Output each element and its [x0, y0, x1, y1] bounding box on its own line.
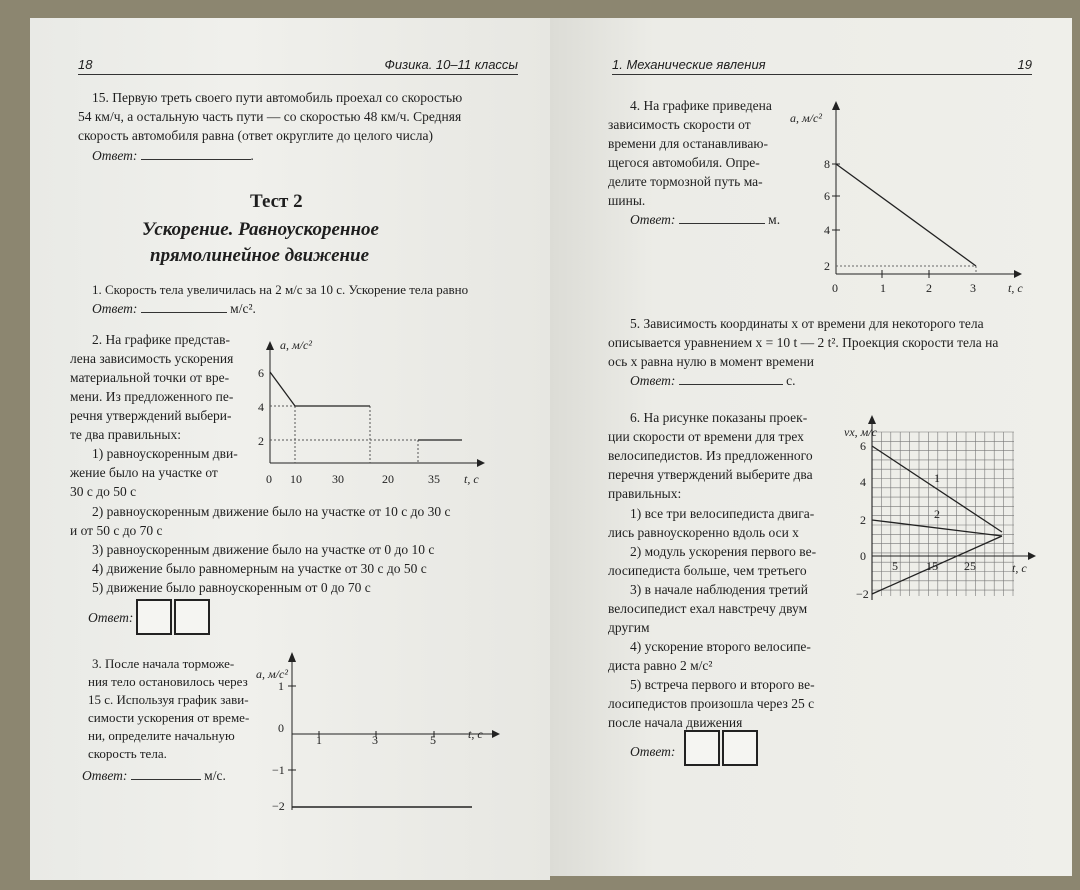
answer-unit: с.: [786, 373, 796, 388]
q3-line-3: 15 с. Используя график зави-: [88, 692, 249, 707]
q6-line-1: 6. На рисунке показаны проек-: [630, 410, 808, 425]
q6-line-5: правильных:: [608, 486, 682, 501]
left-page: [30, 18, 550, 880]
answer-unit: м/с².: [230, 301, 256, 316]
q6-option-5c: после начала движения: [608, 715, 743, 730]
series-label-1: 1: [934, 471, 940, 485]
q6-option-5b: лосипедистов произошла через 25 с: [608, 696, 815, 711]
q2-option-5: 5) движение было равноускоренным от 0 до 70 с: [92, 580, 371, 595]
q2-option-1a: 1) равноускоренным дви-: [92, 446, 238, 461]
q2-option-1c: 30 с до 50 с: [70, 484, 137, 499]
y-tick-label: 2: [258, 434, 264, 448]
y-axis-label: a, м/с²: [280, 338, 312, 352]
x-tick-label: 2: [926, 281, 932, 295]
x-tick-label: 15: [926, 559, 938, 573]
y-axis-arrow: [832, 101, 840, 110]
q2-line-5: речня утверждений выбери-: [70, 408, 232, 423]
q3-line-6: скорость тела.: [88, 746, 167, 761]
q2-answer-box-2[interactable]: [174, 599, 210, 635]
answer-label: Ответ:: [92, 301, 138, 316]
test-subtitle-1: Ускорение. Равноускоренное: [142, 219, 379, 240]
series-line-2: [872, 520, 1002, 536]
q2-line-3: материальной точки от вре-: [70, 370, 230, 385]
q6-option-1a: 1) все три велосипедиста двига-: [630, 506, 815, 521]
x-axis-label: t, с: [468, 727, 483, 741]
q3-line-1: 3. После начала торможе-: [92, 656, 235, 671]
y-tick-label: −1: [272, 763, 285, 777]
test-subtitle-2: прямолинейное движение: [150, 245, 370, 266]
q3-answer: [82, 766, 226, 785]
x-tick-label: 35: [428, 472, 440, 486]
x-tick-label: 25: [964, 559, 976, 573]
answer-label: Ответ:: [82, 768, 128, 783]
q3-line-5: ни, определите начальную: [88, 728, 235, 743]
y-axis-arrow: [288, 652, 296, 662]
y-tick-label: 2: [860, 513, 866, 527]
series-label-2: 2: [934, 507, 940, 521]
running-title: 1. Механические явления: [612, 57, 766, 72]
q6-option-3b: велосипедист ехал навстречу двум: [608, 601, 808, 616]
q6-option-3a: 3) в начале наблюдения третий: [630, 582, 808, 597]
q3-line-2: ния тело остановилось через: [88, 674, 248, 689]
q2-line-1: 2. На графике представ-: [92, 332, 231, 347]
y-tick-label: 8: [824, 157, 830, 171]
q4-answer: [630, 210, 780, 229]
q3-line-4: симости ускорения от време-: [88, 710, 250, 725]
q4-velocity-chart: [786, 98, 1036, 298]
q6-answer-label: Ответ:: [630, 744, 676, 759]
q2-option-4: 4) движение было равномерным на участке от 30 с до 50 с: [92, 561, 427, 576]
q15-line-1: 15. Первую треть своего пути автомобиль проехал со скоростью: [92, 90, 463, 105]
y-axis-label: vx, м/с: [844, 425, 877, 439]
y-axis-label: a, м/с²: [256, 667, 288, 681]
q2-option-2b: и от 50 с до 70 с: [70, 523, 163, 538]
y-tick-label: 1: [278, 679, 284, 693]
q4-line-4: щегося автомобиля. Опре-: [608, 155, 760, 170]
x-axis-arrow: [1014, 270, 1022, 278]
y-tick-label: −2: [856, 587, 869, 601]
x-tick-label: 0: [832, 281, 838, 295]
series-line: [836, 164, 976, 266]
answer-label: Ответ:: [92, 148, 138, 163]
q6-option-2b: лосипедиста больше, чем третьего: [608, 563, 807, 578]
page-number: 18: [78, 57, 93, 72]
q6-option-2a: 2) модуль ускорения первого ве-: [630, 544, 817, 559]
q6-option-5a: 5) встреча первого и второго ве-: [630, 677, 815, 692]
x-axis-arrow: [492, 730, 500, 738]
q2-option-2a: 2) равноускоренным движение было на участке от 10 с до 30 с: [92, 504, 451, 519]
q6-line-3: велосипедистов. Из предложенного: [608, 448, 813, 463]
y-axis-arrow: [266, 341, 274, 350]
q5-answer: [630, 371, 796, 390]
q2-line-6: те два правильных:: [70, 427, 181, 442]
q4-line-5: делите тормозной путь ма-: [608, 174, 763, 189]
y-axis-label: a, м/с²: [790, 111, 822, 125]
x-tick-label: 3: [970, 281, 976, 295]
series-line: [270, 372, 370, 406]
q2-acceleration-chart: [252, 338, 492, 488]
q4-line-2: зависимость скорости от: [608, 117, 751, 132]
y-tick-label: 6: [824, 189, 830, 203]
answer-label: Ответ:: [630, 212, 676, 227]
x-tick-label: 3: [372, 733, 378, 747]
q2-line-4: мени. Из предложенного пе-: [70, 389, 234, 404]
answer-blank[interactable]: [141, 300, 227, 313]
x-tick-label: 5: [430, 733, 436, 747]
q2-option-1b: жение было на участке от: [70, 465, 218, 480]
q6-velocity-chart: [842, 410, 1042, 610]
x-axis-label: t, с: [464, 472, 479, 486]
x-tick-label: 1: [316, 733, 322, 747]
y-tick-label: −2: [272, 799, 285, 813]
x-tick-label: 1: [880, 281, 886, 295]
answer-unit: м/с.: [204, 768, 226, 783]
q6-line-2: ции скорости от времени для трех: [608, 429, 804, 444]
q4-line-3: времени для останавливаю-: [608, 136, 768, 151]
x-tick-label: 0: [266, 472, 272, 486]
answer-label: Ответ:: [630, 373, 676, 388]
answer-blank[interactable]: [131, 767, 201, 780]
answer-unit: м.: [768, 212, 781, 227]
q1-answer: [92, 299, 256, 318]
y-axis-arrow: [868, 415, 876, 424]
x-tick-label: 5: [892, 559, 898, 573]
q6-line-4: перечня утверждений выберите два: [608, 467, 813, 482]
y-tick-label: 2: [824, 259, 830, 273]
y-tick-label: 4: [860, 475, 866, 489]
x-axis-arrow: [477, 459, 485, 467]
q6-option-1b: лись равноускоренно вдоль оси x: [608, 525, 799, 540]
answer-blank[interactable]: [679, 211, 765, 224]
q2-answer-label: Ответ:: [88, 610, 134, 625]
q6-answer-box-2[interactable]: [722, 730, 758, 766]
y-tick-label: 0: [860, 549, 866, 563]
y-tick-label: 6: [258, 366, 264, 380]
right-page: [550, 18, 1072, 876]
q6-option-4a: 4) ускорение второго велосипе-: [630, 639, 811, 654]
q2-option-3: 3) равноускоренным движение было на участке от 0 до 10 с: [92, 542, 435, 557]
y-tick-label: 4: [824, 223, 830, 237]
left-header: [78, 54, 518, 75]
running-title: Физика. 10–11 классы: [384, 57, 518, 72]
x-tick-label: 10: [290, 472, 302, 486]
q3-acceleration-chart: [252, 646, 512, 816]
answer-blank[interactable]: [141, 147, 251, 160]
q1-text: 1. Скорость тела увеличилась на 2 м/с за 10 с. Ускорение тела равно: [92, 282, 469, 297]
q6-answer-box-1[interactable]: [684, 730, 720, 766]
q4-line-1: 4. На графике приведена: [630, 98, 772, 113]
y-tick-label: 6: [860, 439, 866, 453]
answer-blank[interactable]: [679, 372, 783, 385]
x-axis-label: t, с: [1012, 561, 1027, 575]
x-axis-label: t, с: [1008, 281, 1023, 295]
right-header: [612, 54, 1032, 75]
x-tick-label: 30: [332, 472, 344, 486]
x-axis-arrow: [1028, 552, 1036, 560]
q6-option-3c: другим: [608, 620, 650, 635]
q15-line-2: 54 км/ч, а остальную часть пути — со скоростью 48 км/ч. Средняя: [78, 109, 462, 124]
page-number: 19: [1017, 57, 1032, 72]
y-tick-label: 0: [278, 721, 284, 735]
answer-tail: .: [250, 148, 255, 163]
q5-line-1: 5. Зависимость координаты x от времени для некоторого тела: [630, 316, 984, 331]
q5-line-3: ось x равна нулю в момент времени: [608, 354, 814, 369]
q6-option-4b: диста равно 2 м/с²: [608, 658, 713, 673]
q4-line-6: шины.: [608, 193, 646, 208]
x-tick-label: 20: [382, 472, 394, 486]
q15-answer: [92, 146, 254, 165]
q5-line-2: описывается уравнением x = 10 t — 2 t². Проекция скорости тела на: [608, 335, 999, 350]
test-title: Тест 2: [250, 191, 303, 212]
q15-line-3: скорость автомобиля равна (ответ округлите до целого числа): [78, 128, 434, 143]
q2-answer-box-1[interactable]: [136, 599, 172, 635]
q2-line-2: лена зависимость ускорения: [70, 351, 234, 366]
y-tick-label: 4: [258, 400, 264, 414]
